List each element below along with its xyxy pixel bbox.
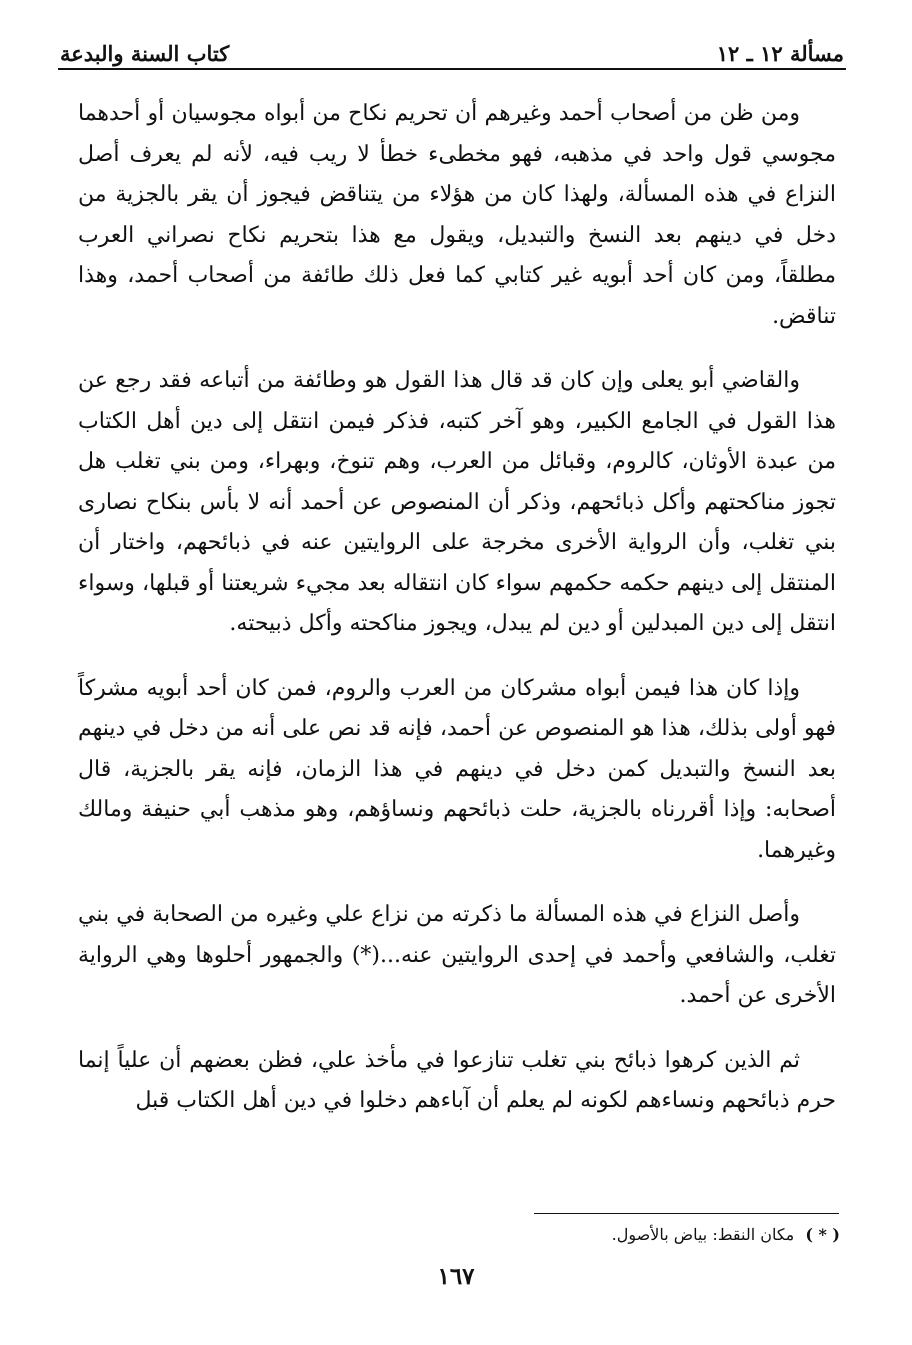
book-title: كتاب السنة والبدعة — [60, 40, 230, 66]
paragraph-3: وإذا كان هذا فيمن أبواه مشركان من العرب والروم، فمن كان أحد أبويه مشركاً فهو أولى بذلك، هذا هو المنصوص عن أحمد، فإنه قد نص على أنه من دخل في دينهم بعد النسخ والتبديل كمن دخل في دينهم في هذا الزمان، فإنه يقر بالجزية، قال أصحابه: وإذا أقررناه بالجزية، حلت ذبائحهم ونساؤهم، وهو مذهب أبي حنيفة ومالك وغيرهما. — [78, 675, 836, 863]
footnote — [612, 1224, 840, 1246]
body-text — [78, 94, 836, 1146]
paragraph-4: وأصل النزاع في هذه المسألة ما ذكرته من نزاع علي وغيره من الصحابة في بني تغلب، والشافعي وأحمد في إحدى الروايتين عنه...(*) والجمهور أحلوها وهي الرواية الأخرى عن أحمد. — [78, 902, 836, 1008]
header-divider — [58, 68, 846, 70]
footnote-divider — [534, 1213, 839, 1214]
page-number: ١٦٧ — [437, 1263, 475, 1290]
paragraph-1: ومن ظن من أصحاب أحمد وغيرهم أن تحريم نكاح من أبواه مجوسيان أو أحدهما مجوسي قول واحد في مذهبه، فهو مخطىء خطأ لا ريب فيه، لأنه لم يعرف أصل النزاع في هذه المسألة، ولهذا كان من هؤلاء من يتناقض فيجوز أن يقر بالجزية من دخل في دينهم بعد النسخ والتبديل، ويقول مع هذا بتحريم نكاح نصراني العرب مطلقاً، ومن كان أحد أبويه غير كتابي كما فعل ذلك طائفة من أصحاب أحمد، وهذا تناقض. — [78, 101, 836, 329]
paragraph-5: ثم الذين كرهوا ذبائح بني تغلب تنازعوا في مأخذ علي، فظن بعضهم أن علياً إنما حرم ذبائحهم ونساءهم لكونه لم يعلم أن آباءهم دخلوا في دين أهل الكتاب قبل — [78, 1047, 836, 1113]
footnote-marker: ( * ) — [805, 1225, 840, 1244]
section-heading: مسألة ١٢ ـ ١٢ — [716, 40, 844, 66]
footnote-text: مكان النقط: بياض بالأصول. — [611, 1225, 795, 1244]
paragraph-2: والقاضي أبو يعلى وإن كان قد قال هذا القول هو وطائفة من أتباعه فقد رجع عن هذا القول في الجامع الكبير، وهو آخر كتبه، فذكر فيمن انتقل إلى دين أهل الكتاب من عبدة الأوثان، كالروم، وقبائل من العرب، وهم تنوخ، وبهراء، ومن بني تغلب هل تجوز مناكحتهم وأكل ذبائحهم، وذكر أن المنصوص عن أحمد أنه لا بأس بنكاح نصارى بني تغلب، وأن الرواية الأخرى مخرجة على الروايتين عنه في ذبائحهم، واختار أن المنتقل إلى دينهم حكمه حكمهم سواء كان انتقاله بعد مجيء شريعتنا أو قبلها، وسواء انتقل إلى دين المبدلين أو دين لم يبدل، ويجوز مناكحته وأكل ذبيحته. — [78, 368, 836, 636]
running-header — [60, 26, 844, 66]
